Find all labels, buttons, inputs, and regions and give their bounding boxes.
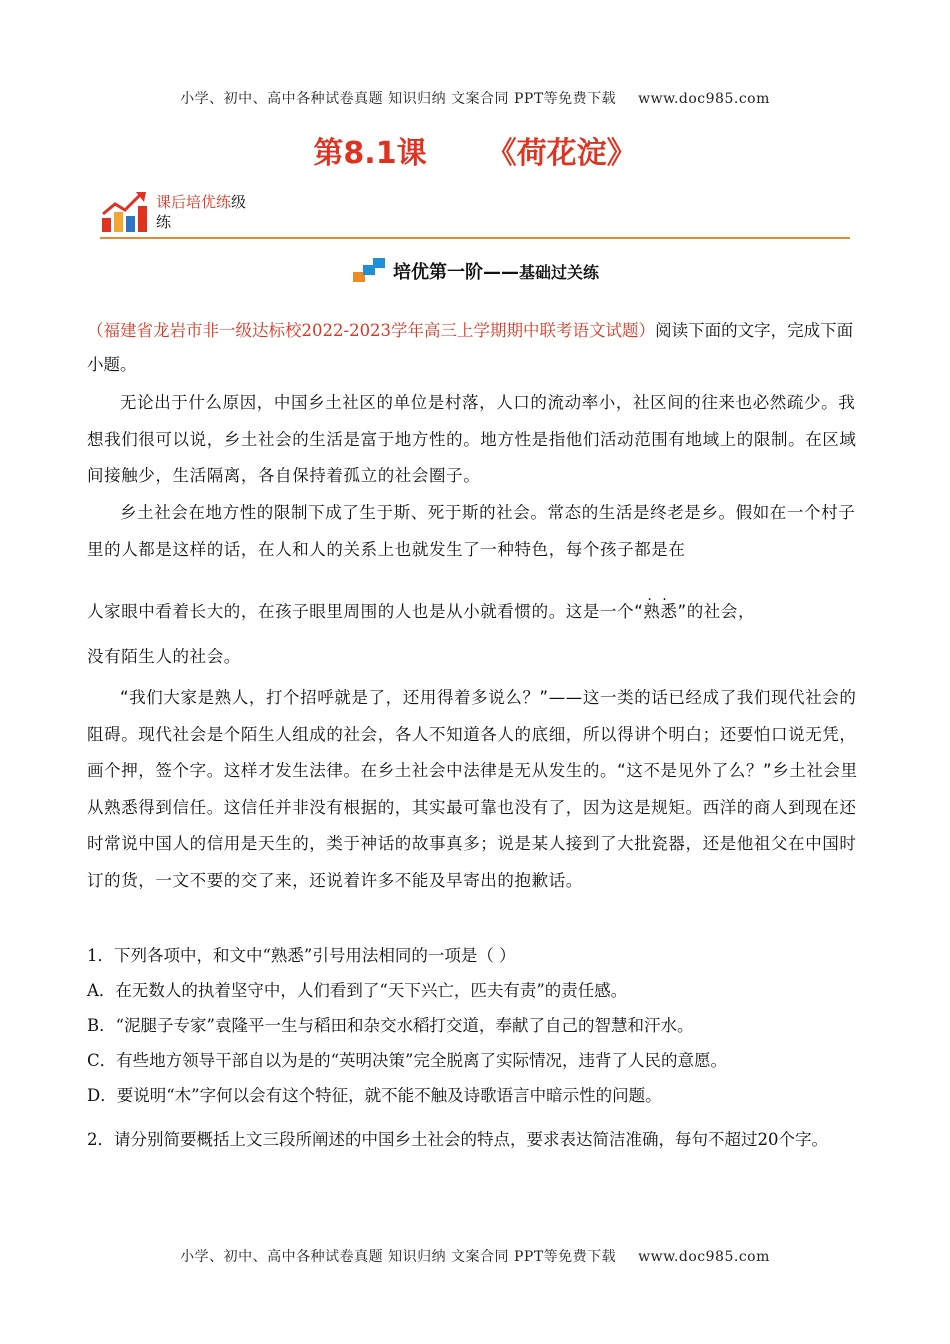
- header-slogan: 小学、初中、高中各种试卷真题 知识归纳 文案合同 PPT等免费下载: [180, 91, 617, 107]
- lesson-name: 《荷花淀》: [486, 136, 637, 171]
- lesson-number: 第8.1课: [313, 136, 427, 171]
- orange-divider: [100, 237, 850, 239]
- option-c: C．有些地方领导干部自以为是的“英明决策”完全脱离了实际情况，违背了人民的意愿。: [87, 1051, 727, 1070]
- option-d: D．要说明“木”字何以会有这个特征，就不能不触及诗歌语言中暗示性的问题。: [87, 1086, 662, 1105]
- badge-black-text: 级: [231, 193, 247, 211]
- question-1-stem: 1．下列各项中，和文中“熟悉”引号用法相同的一项是（ ）: [87, 946, 516, 965]
- passage-paragraph-2: [87, 495, 862, 675]
- badge-second-line: 练: [156, 213, 172, 231]
- lesson-title: [0, 128, 950, 172]
- practice-badge: [100, 190, 280, 236]
- paragraph-2-part-c: ”的社会，: [677, 602, 756, 621]
- paragraph-2-part-d: 没有陌生人的社会。: [87, 646, 241, 666]
- badge-text: [156, 192, 276, 232]
- emphasized-word: 熟悉 · ·: [643, 602, 677, 621]
- question-2: [87, 1122, 867, 1157]
- paragraph-2-part-b: 人家眼中看着长大的，在孩子眼里周围的人也是从小就看惯的。这是一个“: [87, 602, 644, 621]
- passage-paragraph-3: “我们大家是熟人，打个招呼就是了，还用得着多说么？”——这一类的话已经成了我们现代社会的阻碍。现代社会是个陌生人组成的社会，各人不知道各人的底细，所以得讲个明白；还要怕口说无凭，画个押，签个字。这样才发生法律。在乡土社会中法律是无从发生的。“这不是见外了么？”乡土社会里从熟悉得到信任。这信任并非没有根据的，其实最可靠也没有了，因为这是规矩。西洋的商人到现在还时常说中国人的信用是天生的，类于神话的故事真多；说是某人接到了大批瓷器，还是他祖父在中国时订的货，一文不要的交了来，还说着许多不能及早寄出的抱歉话。: [87, 688, 858, 890]
- footer-url[interactable]: www.doc985.com: [638, 1249, 770, 1265]
- question-2-stem: 2．请分别简要概括上文三段所阐述的中国乡土社会的特点，要求表达简洁准确，每句不超过20个字。: [87, 1130, 828, 1149]
- reading-intro: [87, 314, 862, 382]
- option-a: A．在无数人的执着坚守中，人们看到了“天下兴亡，匹夫有责”的责任感。: [87, 981, 628, 1000]
- site-header: [0, 88, 950, 108]
- site-footer: [0, 1246, 950, 1266]
- header-url[interactable]: www.doc985.com: [638, 91, 770, 107]
- badge-red-text: 课后培优练: [156, 193, 232, 211]
- section-heading: [0, 256, 950, 284]
- intro-text: 阅读下面的文字，完成下面小题。: [87, 321, 854, 374]
- passage-paragraph-1: 无论出于什么原因，中国乡土社区的单位是村落，人口的流动率小，社区间的往来也必然疏少。我想我们很可以说，乡土社会的生活是富于地方性的。地方性是指他们活动范围有地域上的限制。在区域间接触少，生活隔离，各自保持着孤立的社会圈子。: [87, 393, 857, 485]
- paragraph-2-part-a: 乡土社会在地方性的限制下成了生于斯、死于斯的社会。常态的生活是终老是乡。假如在一个村子里的人都是这样的话，在人和人的关系上也就发生了一种特色，每个孩子都是在: [87, 503, 856, 559]
- question-1: [87, 938, 867, 1113]
- growth-chart-icon: [100, 190, 150, 236]
- section-sub: 基础过关练: [518, 263, 599, 282]
- option-b: B．“泥腿子专家”袁隆平一生与稻田和杂交水稻打交道，奉献了自己的智慧和汗水。: [87, 1016, 694, 1035]
- section-main: 培优第一阶——: [392, 262, 519, 283]
- stairs-icon: [351, 256, 387, 284]
- question-source: （福建省龙岩市非一级达标校2022-2023学年高三上学期期中联考语文试题）: [87, 321, 656, 340]
- footer-slogan: 小学、初中、高中各种试卷真题 知识归纳 文案合同 PPT等免费下载: [180, 1249, 617, 1265]
